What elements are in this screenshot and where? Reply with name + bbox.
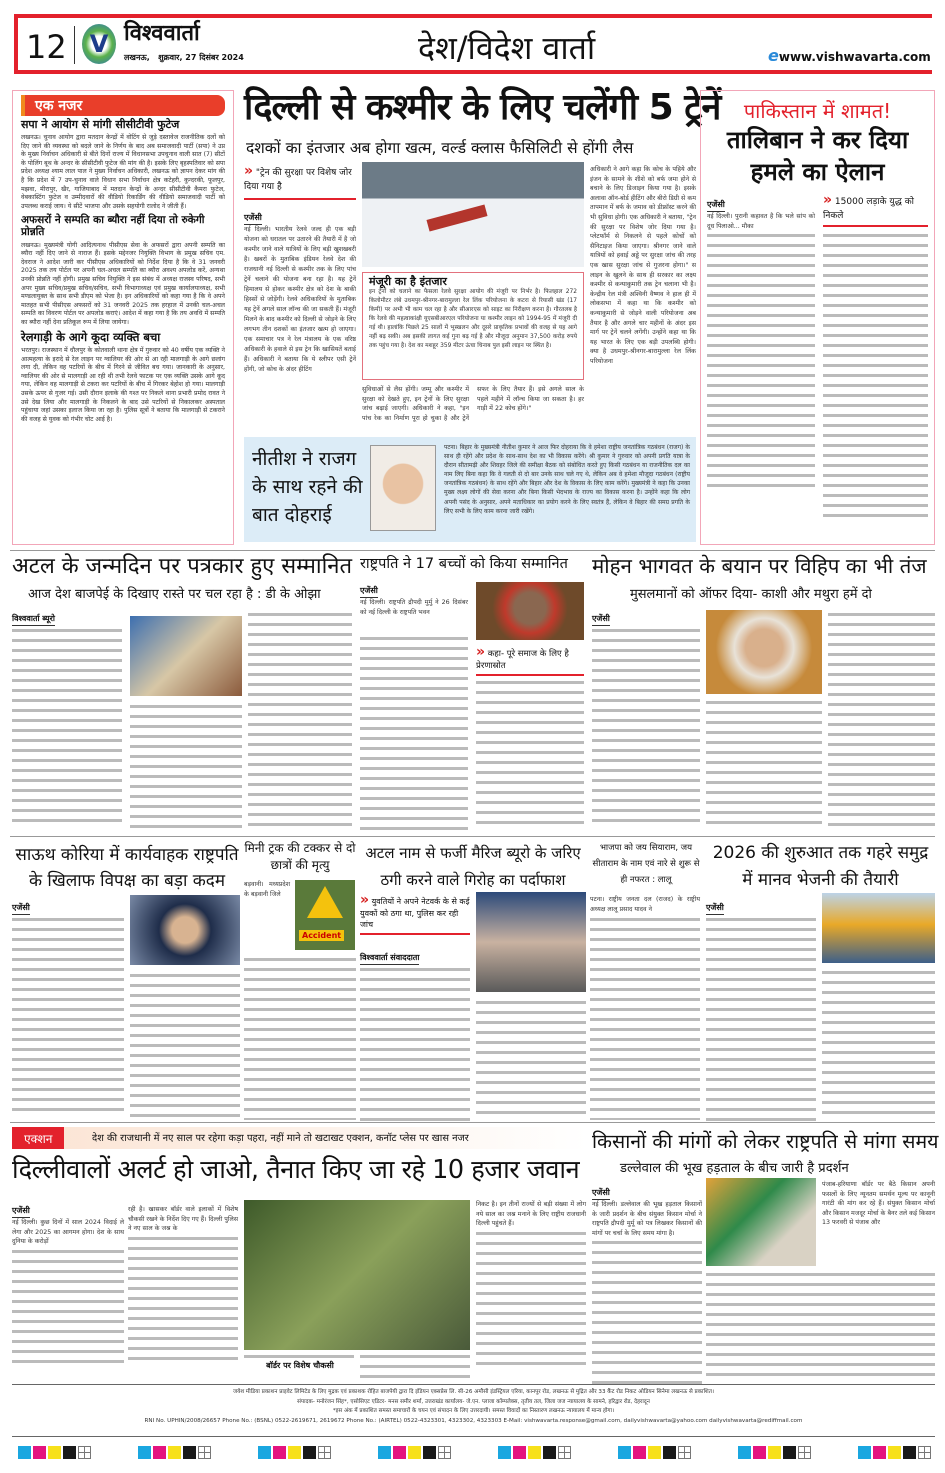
color-swatch xyxy=(543,1446,556,1459)
dateline: लखनऊ, शुक्रवार, 27 दिसंबर 2024 xyxy=(124,53,244,62)
bhagwat-photo xyxy=(706,610,822,694)
accident-sign-photo xyxy=(295,880,355,950)
pakistan-pull-quote xyxy=(823,192,928,227)
delhi-kicker: देश की राजधानी में नए साल पर रहेगा कड़ा पहरा, नहीं माने तो खटाखट एक्शन, कनॉट प्लेस पर खास नजर xyxy=(92,1133,469,1144)
color-swatch xyxy=(258,1446,271,1459)
korea-story xyxy=(12,895,240,1120)
pakistan-kicker: पाकिस्तान में शामत! xyxy=(743,99,892,123)
body-text-lines xyxy=(130,702,242,828)
body-text-lines xyxy=(12,915,124,1117)
news-headline: अफसरों ने सम्पति का ब्यौरा नहीं दिया तो रुकेगी प्रोन्नति xyxy=(21,214,205,238)
bhagwat-story xyxy=(592,606,935,831)
delhi-col1 xyxy=(12,1198,124,1367)
agency-credit: एजेंसी xyxy=(706,902,724,915)
body-text-lines xyxy=(706,1270,935,1380)
box-headline: मंजूरी का है इंतजार xyxy=(369,275,447,288)
president-photo xyxy=(476,582,584,640)
registration-swatch-group xyxy=(18,1442,93,1461)
color-swatch xyxy=(393,1446,406,1459)
crosshair-icon xyxy=(318,1446,331,1459)
quote-chevron-icon: » xyxy=(360,892,370,908)
farmers-caption: पंजाब-हरियाणा बॉर्डर पर बैठे किसान अपनी फसलों के लिए न्यूनतम समर्थन मूल्य पर कानूनी गारंटी की मांग कर रहे हैं। संयुक्त किसान मोर्चा और किसान मजदूर मोर्चा के बैनर तले कई किसान 13 फरवरी से पंजाब और xyxy=(822,1181,935,1226)
color-swatch xyxy=(648,1446,661,1459)
color-swatch xyxy=(873,1446,886,1459)
header-divider xyxy=(74,26,75,64)
lalu-body: पटना। राष्ट्रीय जनता दल (राजद) के राष्ट्रीय अध्यक्ष लालू प्रसाद यादव ने xyxy=(590,896,700,913)
color-swatch xyxy=(858,1446,871,1459)
crosshair-icon xyxy=(918,1446,931,1459)
farmers-protest-photo xyxy=(706,1178,816,1266)
korea-photo xyxy=(130,895,240,965)
body-text-lines xyxy=(590,915,700,1120)
registration-swatch-group xyxy=(138,1442,213,1461)
imprint-line: *इस अंक में प्रकाशित समस्त समाचारों के चयन एवं संपादन के लिए उत्तरदायी। समस्त विवादों का निस्तारण लखनऊ न्यायालय में मान्य होगा। xyxy=(332,1408,615,1414)
imprint-contact: RNI No. UPHIN/2008/26657 Phone No.: (BSNL) 0522-2619671, 2619672 Phone No.: (AIRTEL) 0522-4323301, 4323302, 4323303 E-Mail: vishwavarta.response@gmail.com, dailyvishwavarta@yahoo.com dailyvishwavarta@rediffmail.com xyxy=(144,1417,803,1424)
delhi-col3 xyxy=(476,1200,586,1369)
farmers-subheadline: डल्लेवाल की भूख हड़ताल के बीच जारी है प्रदर्शन xyxy=(620,1161,849,1176)
color-swatch xyxy=(738,1446,751,1459)
atal-headline: अटल के जन्मदिन पर पत्रकार हुए सम्मानित xyxy=(12,554,353,579)
color-swatch xyxy=(513,1446,526,1459)
color-swatch xyxy=(138,1446,151,1459)
news-body: निकट है। इन तीनों राज्यों से बड़ी संख्या में लोग नये साल का जश्न मनाने के लिए राष्ट्रीय राजधानी दिल्ली पहुंचते हैं। xyxy=(476,1201,586,1227)
registration-swatch-group xyxy=(498,1442,573,1461)
news-body: नई दिल्ली। कुछ दिनों में साल 2024 विदाई ले लेगा और 2025 का आगमन होगा। देश के साथ दुनिया के करोड़ों xyxy=(12,1219,124,1245)
quote-chevron-icon: » xyxy=(823,192,833,208)
registration-swatch-group xyxy=(378,1442,453,1461)
pakistan-column xyxy=(700,90,935,545)
color-swatch xyxy=(753,1446,766,1459)
accident-sign-label: Accident xyxy=(299,930,344,941)
agency-credit: एजेंसी xyxy=(12,1205,30,1218)
president-story xyxy=(360,578,586,833)
registration-swatch-group xyxy=(618,1442,693,1461)
nitish-box xyxy=(244,437,696,542)
handcuffs-photo xyxy=(476,892,586,992)
lalu-headline: भाजपा को जय सियाराम, जय सीताराम के नाम एवं नारे से शुरू से ही नफरत : लालू xyxy=(592,843,700,885)
body-text-lines xyxy=(128,1234,238,1364)
agency-credit: विश्ववार्ता ब्यूरो xyxy=(12,613,55,626)
news-body: नई दिल्ली। भारतीय रेलवे जल्द ही एक बड़ी योजना को धरातल पर उतारने की तैयारी में है जो कश्मीर जाने वाले यात्रियों के लिए बड़ी खुशखबरी है। खबरों के मुताबिक इंडियन रेलवे देश की राजधानी नई दिल्ली से कश्मीर तक के लिए पांच ट्रेनें चलाने की योजना बना रहा है। यह ट्रेनें हिमालय से होकर कश्मीर क्षेत्र को देश के बाकी हिस्सों से जोड़ेंगी। रेलवे अधिकारियों के मुताबिक यह ट्रेनें अगले साल लॉन्च की जा सकती हैं। मंजूरी मिलने के बाद कश्मीर को दिल्ली से जोड़ने के लिए लगभग तीन दशकों का इंतजार खत्म हो जाएगा। एक समाचार पत्र ने रेल मंत्रालय के एक वरिष्ठ अधिकारी के हवाले से इस ट्रेन कि खासियतें बताई हैं। अधिकारी ने बताया कि ये स्लीपर एसी ट्रेनें होंगी, जो कोच के अंदर हीटिंग xyxy=(244,226,356,373)
lead-subheadline: दशकों का इंतजार अब होगा खत्म, वर्ल्ड क्लास फैसिलिटी से होंगी लैस xyxy=(246,139,634,157)
news-body: नई दिल्ली। राष्ट्रपति द्रौपदी मुर्मु ने 26 दिसंबर को नई दिल्ली के राष्ट्रपति भवन xyxy=(360,599,468,616)
color-swatch xyxy=(303,1446,316,1459)
ocean-headline: 2026 की शुरुआत तक गहरे समुद्र में मानव भेजनी की तैयारी xyxy=(712,843,929,890)
color-swatch xyxy=(768,1446,781,1459)
pull-quote-text: 15000 लड़ाके युद्ध को निकले xyxy=(823,197,914,221)
body-text-lines xyxy=(822,968,935,1120)
agency-credit: एजेंसी xyxy=(360,585,378,598)
browser-e-icon: e xyxy=(768,46,779,65)
body-text-lines xyxy=(592,1238,702,1388)
color-swatch xyxy=(48,1446,61,1459)
row-divider xyxy=(10,550,935,551)
website-url: www.vishwavarta.com xyxy=(778,50,931,64)
bhagwat-headline: मोहन भागवत के बयान पर विहिप का भी तंज xyxy=(592,554,927,578)
body-text-lines xyxy=(828,610,935,828)
agency-credit: एजेंसी xyxy=(12,902,30,915)
farmers-col1 xyxy=(592,1180,702,1388)
body-text-lines xyxy=(706,915,816,1125)
page-number: 12 xyxy=(26,28,67,66)
footer-rule xyxy=(12,1384,935,1385)
registration-swatch-group xyxy=(258,1442,333,1461)
masthead xyxy=(14,14,932,74)
manjuri-box xyxy=(362,272,584,380)
ek-nazar-column xyxy=(12,90,234,545)
color-swatch xyxy=(33,1446,46,1459)
pull-quote-text: कहा- पूरे समाज के लिए है प्रेरणास्रोत xyxy=(476,649,569,671)
lead-pull-quote xyxy=(244,163,356,200)
news-body: लखनऊ। चुनाव आयोग द्वारा मतदान केन्द्रों में वोटिंग से जुड़े दस्तावेज राजनीतिक दलों को दिए जाने की व्यवस्था को बदले जाने के निर्णय के बाद अब समाजवादी पार्टी (सपा) ने उप्र के मुख्य निर्वाचन अधिकारी से बीते दिनों राज्य में विधानसभा उपचुनाव वाली सात (7) सीटों के पोलिंग बूथ के अन्दर के सीसीटीवी फुटेज की मांग की है। इसके लिए बृहस्पतिवार को सपा प्रदेश अध्यक्ष श्याम लाल पाल ने मुख्य निर्वाचन अधिकारी, लखनऊ को ज्ञापन देकर मांग की है कि प्रदेश में 7 उप-चुनाव वाले विधान सभा निर्वाचन क्षेत्र कटेहरी, कुन्दरकी, फूलपुर, मझवा, मीरापुर, खैर, गाजियाबाद में मतदान केन्द्रों के अन्दर सीसीटीवी कैमरा फुटेज, वेबकास्टिंग फुटेज व उम्मीदवारों की वीडियो रिकार्डिंग की वीडियो समाजवादी पार्टी को उपलब्ध कराई जाय। ये सीटें भाजपा और उसके सहयोगी रालोद ने जीती हैं। xyxy=(21,134,225,210)
news-body: भरतपुर। राजस्थान में धौलपुर के कोतवाली थाना क्षेत्र में गुरुवार को 40 वर्षीय एक व्यक्ति ने आत्महत्या के इरादे से रेल लाइन पर ग्वालियर की ओर से आ रही मालगाड़ी के आगे छलांग लगा दी, लेकिन वह पटरियों के बीच में गिरने से जीवित बच गया। जानकारी के अनुसार, ग्वालियर की ओर से मालगाड़ी आ रही थी तभी रेलवे फाटक पर एक व्यक्ति उसके आगे कूद गया, लेकिन वह मालगाड़ी से टकरा कर पटरियों के बीच में गिरकर बेहोश हो गया। मालगाड़ी उसके ऊपर से गुजर गई। उसी दौरान इलाके की गश्त पर निकले थाना प्रभारी प्रमोद रावत ने उसे देख लिया और मालगाड़ी के निकलने के बाद उसे पटरियों से निकालकर अस्पताल पहुंचाया जहां उसका इलाज किया जा रहा है। पुलिस सूत्रों ने बताया कि मालगाड़ी से टकराने की वजह से युवक को गंभीर चोट आई है। xyxy=(21,347,225,423)
website-link[interactable] xyxy=(768,46,931,65)
president-pull-quote xyxy=(476,644,584,676)
color-swatch xyxy=(888,1446,901,1459)
color-swatch xyxy=(783,1446,796,1459)
body-text-lines xyxy=(592,626,700,828)
color-swatch xyxy=(903,1446,916,1459)
body-text-lines xyxy=(248,610,352,828)
color-swatch xyxy=(498,1446,511,1459)
agency-credit: विश्ववार्ता संवाददाता xyxy=(360,952,419,965)
farmers-headline: किसानों की मांगों को लेकर राष्ट्रपति से मांगा समय xyxy=(592,1130,939,1153)
nitish-photo xyxy=(370,445,436,531)
crosshair-icon xyxy=(198,1446,211,1459)
color-swatch xyxy=(618,1446,631,1459)
pakistan-headline: तालिबान ने कर दिया हमले का ऐलान xyxy=(726,126,909,186)
brand-name: विश्ववार्ता xyxy=(124,21,200,46)
delhi-headline: दिल्लीवालों अलर्ट हो जाओ, तैनात किए जा रहे 10 हजार जवान xyxy=(12,1155,580,1185)
news-body: नई दिल्ली। डल्लेवाल की भूख हड़ताल किसानों के जारी प्रदर्शन के बीच संयुक्त किसान मोर्चा ने राष्ट्रपति द्रौपदी मुर्मू को पत्र लिखकर किसानों की मांगों पर चर्चा के लिए समय मांगा है। xyxy=(592,1201,702,1237)
marriage-headline: अटल नाम से फर्जी मैरिज ब्यूरो के जरिए ठगी करने वाले गिरोह का पर्दाफाश xyxy=(365,844,581,889)
color-swatch xyxy=(18,1446,31,1459)
color-swatch xyxy=(378,1446,391,1459)
body-text-lines xyxy=(476,1229,586,1369)
truck-headline: मिनी ट्रक की टक्कर से दो छात्रों की मृत्यु xyxy=(244,841,356,872)
bhagwat-subheadline: मुसलमानों को ऑफर दिया- काशी और मथुरा हमें दो xyxy=(630,587,872,602)
crosshair-icon xyxy=(438,1446,451,1459)
news-body: लखनऊ। मुख्यमंत्री योगी आदित्यनाथ पीसीएस सेवा के अफसरों द्वारा अपनी सम्पति का ब्यौरा नहीं दिए जाने से नाराज हैं। इसके मद्देनजर नियुक्ति विभाग के प्रमुख सचिव एम. देवराज ने आदेश जारी कर पीसीएस अधिकारियों को निर्देश दिया है कि वे 31 जनवरी 2025 तक तय पोर्टल पर अपनी चल-अचल सम्पति का ब्यौरा अवश्य अपलोड करें, अन्यथा उनकी प्रोन्नति नहीं होगी। प्रमुख सचिव नियुक्ति ने इस संबंध में अध्यक्ष राजस्व परिषद, सभी अपर मुख्य सचिव/प्रमुख सचिव/सचिव, सभी विभागाध्यक्ष एवं प्रमुख कार्यालयाध्यक्ष, सभी मण्डलायुक्त के साथ सभी डीएम को भेजा है। इन अधिकारियों को कहा गया है कि वे अपने मातहत सभी पीसीएस अफसरों को 31 जनवरी 2025 तक हरहाल में उनकी चल-अचल सम्पति का विवरण पोर्टल पर अपलोड कराएं। आदेश में कहा गया है कि तय अवधि में सम्पति का ब्यौरा नहीं देना प्रतिकूल रूप में लिया जायेगा। xyxy=(21,241,225,326)
body-text-lines xyxy=(823,231,928,521)
body-text-lines xyxy=(244,1352,354,1360)
color-swatch xyxy=(273,1446,286,1459)
crosshair-icon xyxy=(558,1446,571,1459)
submersible-photo xyxy=(822,893,935,963)
ek-nazar-badge: एक नजर xyxy=(21,95,225,116)
ocean-col1 xyxy=(706,895,816,1125)
atal-subheadline: आज देश बाजपेई के दिखाए रास्ते पर चल रहा है : डी के ओझा xyxy=(28,587,321,602)
color-swatch xyxy=(663,1446,676,1459)
color-swatch xyxy=(153,1446,166,1459)
korea-headline: साऊथ कोरिया में कार्यवाहक राष्ट्रपति के खिलाफ विपक्ष का बड़ा कदम xyxy=(15,845,239,891)
color-swatch xyxy=(528,1446,541,1459)
body-text-lines xyxy=(706,698,822,828)
soldiers-photo xyxy=(244,1200,470,1350)
body-text-lines xyxy=(12,1247,124,1367)
body-text-lines xyxy=(244,955,356,1120)
footer-rule xyxy=(12,1436,935,1437)
agency-credit: एजेंसी xyxy=(592,613,610,626)
agency-credit: एजेंसी xyxy=(244,212,262,225)
quote-chevron-icon: » xyxy=(476,644,486,660)
body-text-lines xyxy=(707,231,815,491)
quote-chevron-icon: » xyxy=(244,163,254,179)
lead-col-right: अधिकारी ने आगे कहा कि कोच के पहिये और इंजन के सामने के शीशे को बर्फ जमा होने से बचाने के लिए डिजाइन किया गया है। इसके अलावा ऑन-बोर्ड हीटिंग और बीरो डिग्री से कम तापमान में बर्फ के जमाव को डीफ्रॉस्ट करने की भी सुविधा होगी। एक अधिकारी ने बताया, "ट्रेन की सुरक्षा पर विशेष जोर दिया गया है। प्लेटफॉर्म से निकलने से पहले कोचों को सैनिटाइज किया जाएगा। श्रीनगर जाने वाले यात्रियों को हवाई अड्डे पर सुरक्षा जांच की तरह एक खास सुरक्षा जांच से गुजरना होगा।" स लाइन के खुलने के साथ ही सरकार का लक्ष्य कश्मीर से कन्याकुमारी तक ट्रेन चलाना भी है। केन्द्रीय रेल मंत्री अश्विनी वैष्णव ने हाल ही में लोकसभा में कहा था कि कश्मीर को कन्याकुमारी से जोड़ने वाली परियोजना अब तैयार है और अगले चार महीनों के अंदर इस मार्ग पर ट्रेनें चलने लगेंगी। उन्होंने कहा था कि यह भारत के लिए एक बड़ी उपलब्धि होगी। क्या है उधमपुर-श्रीनगर-बारामुल्ला रेल लिंक परियोजना xyxy=(590,166,696,365)
news-headline: सपा ने आयोग से मांगी सीसीटीवी फुटेज xyxy=(21,118,180,131)
marriage-col1 xyxy=(360,945,470,1125)
atal-ceremony-photo xyxy=(130,616,242,696)
kashmir-train-photo xyxy=(362,162,584,267)
color-swatch xyxy=(63,1446,76,1459)
news-headline: रेलगाड़ी के आगे कूदा व्यक्ति बचा xyxy=(21,330,161,345)
color-swatch xyxy=(288,1446,301,1459)
color-swatch xyxy=(633,1446,646,1459)
delhi-kicker-bar xyxy=(12,1127,587,1149)
body-text-lines xyxy=(476,678,584,831)
color-registration-marks xyxy=(18,1442,933,1461)
nitish-headline: नीतीश ने राजग के साथ रहने की बात दोहराई xyxy=(252,448,363,526)
body-text-lines xyxy=(360,634,468,831)
agency-credit: एजेंसी xyxy=(707,199,725,212)
lead-col-mid: सुविधाओं से लैस होंगी। जम्मू और कश्मीर में सुरक्षा को देखते हुए, इन ट्रेनों के लिए सुरक्षा जांच बढ़ाई जाएगी। अधिकारी ने कहा, "इन पांच रेक का निर्माण पूरा हो चुका है और ट्रेनें सफर के लिए तैयार हैं। इसे अगले साल के पहले महीने में लॉन्च किया जा सकता है। हर गाड़ी में 22 कोच होंगे।" xyxy=(362,386,584,422)
delhi-subhead: बॉर्डर पर विशेष चौकसी xyxy=(266,1361,334,1370)
body-text-lines xyxy=(360,965,470,1125)
color-swatch xyxy=(423,1446,436,1459)
color-swatch xyxy=(183,1446,196,1459)
body-text-lines xyxy=(12,626,122,828)
warning-triangle-icon xyxy=(307,886,343,918)
pull-quote-text: "ट्रेन की सुरक्षा पर विशेष जोर दिया गया है xyxy=(244,168,352,192)
atal-story xyxy=(12,606,352,831)
president-headline: राष्ट्रपति ने 17 बच्चों को किया सम्मानित xyxy=(360,556,568,572)
body-text-lines xyxy=(476,998,586,1120)
imprint xyxy=(12,1388,935,1426)
delhi-col2 xyxy=(128,1205,238,1364)
agency-credit: एजेंसी xyxy=(592,1187,610,1200)
marriage-pull-quote xyxy=(360,892,470,935)
box-body: इन ट्रेनों को चलाने का फैसला रेलवे सुरक्षा आयोग की मंजूरी पर निर्भर है। फिलहाल 272 किलोमीटर लंबे उधमपुर-श्रीनगर-बारामुल्ला रेल लिंक परियोजना के कटरा से रियासी खंड (17 किमी) पर अभी भी काम चल रहा है और सीआरएस को साइट का निरीक्षण करना है। गौरतलब है कि रेलवे की महत्वाकांक्षी यूएसबीआरएल परियोजना या कश्मीर लाइन को 1994-95 में मंजूरी दी गई थी। हालांकि पिछले 25 सालों में भूस्खलन और दूसरे प्राकृतिक प्रभावों की वजह से यह आगे नहीं बढ़ सकी। अब इसकी लागत कई गुना बढ़ गई है और मौजूदा अनुमान 37,500 करोड़ रुपये तक पहुंच गया है। देश का मशहूर 359 मीटर ऊंचा चिनाब पुल इसी लाइन पर स्थित है। xyxy=(369,289,577,350)
row-divider xyxy=(10,1122,935,1123)
lead-headline: दिल्ली से कश्मीर के लिए चलेंगी 5 ट्रेनें xyxy=(244,87,721,128)
truck-body: बड़वानी। मध्यप्रदेश के बड़वानी जिले xyxy=(244,881,290,898)
lead-col1 xyxy=(244,205,356,375)
news-body: नई दिल्ली। पुरानी कहावत है कि भले सांप को दूध पिलाओ... मौका xyxy=(707,213,815,230)
section-title: देश/विदेश वार्ता xyxy=(418,29,596,67)
brand-logo-icon: V xyxy=(82,24,116,64)
registration-swatch-group xyxy=(858,1442,933,1461)
registration-swatch-group xyxy=(738,1442,813,1461)
body-text-lines xyxy=(130,971,240,1117)
row-divider xyxy=(10,836,935,837)
crosshair-icon xyxy=(78,1446,91,1459)
news-body: रही है। खासकर बॉर्डर वाले इलाकों में विशेष चौकसी रखने के निर्देश दिए गए हैं। दिल्ली पुलिस ने नए साल के जश्न के xyxy=(128,1206,238,1232)
body-text-lines xyxy=(360,1352,470,1380)
crosshair-icon xyxy=(678,1446,691,1459)
pull-quote-text: युवतियों ने अपने नेटवर्क के से कई युवकों को ठगा था, पुलिस कर रही जांच xyxy=(360,897,470,929)
color-swatch xyxy=(168,1446,181,1459)
crosshair-icon xyxy=(798,1446,811,1459)
imprint-line: जयेश मीडिया प्रकाशन प्राइवेट लिमिटेड के लिए मुद्रक एवं प्रकाशक रोहित बाजपेयी द्वारा दि इंडियन एक्सप्रेस लि. सी-26 अमौसी इंडस्ट्रियल एरिया, कानपुर रोड, लखनऊ से मुद्रित और 33 कैंट रोड निकट ओडियन सिनेमा लखनऊ से प्रकाशित। xyxy=(232,1389,715,1395)
action-badge: एक्शन xyxy=(12,1127,64,1149)
train-shape xyxy=(426,204,487,231)
nitish-body: पटना। बिहार के मुख्यमंत्री नीतीश कुमार ने आज फिर दोहराया कि वे हमेशा राष्ट्रीय जनतांत्रिक गठबंधन (राजग) के साथ ही रहेंगे और प्रदेश के साथ-साथ देश का भी विकास करेंगे। श्री कुमार ने गुरुवार को अपनी प्रगति यात्रा के दौरान सीतामढ़ी और शिवहर जिले की समीक्षा बैठक को संबोधित करते हुए किसी गठबंधन या राजनीतिक दल का नाम लिए बिना कहा कि वे गलती से दो बार उनके साथ चले गए थे, लेकिन अब वे हमेशा मौजूदा गठबंधन (राष्ट्रीय जनतांत्रिक गठबंधन) के साथ रहेंगे और बिहार और देश के विकास के लिए काम करेंगे। मुख्यमंत्री ने कहा कि उनका मुख्य लक्ष्य लोगों की सेवा करना और बिना किसी भेदभाव के राज्य का विकास करना है। उन्होंने कहा कि लोग अपनी पसंद के अनुसार, अपने मताधिकार का प्रयोग करने के लिए स्वतंत्र हैं, लेकिन वे बिहार की समग्र प्रगति के लिए सभी के लिए काम करना जारी रखेंगे। xyxy=(444,444,690,515)
color-swatch xyxy=(408,1446,421,1459)
imprint-line: संपादक- मनोरंजन सिंह*, एसोसिएट एडिटर- मनस समीर शर्मा, उत्तराखंड कार्यालय- जे.एन. प्लाजा कॉम्पलेक्स, तृतीय तल, जिला जज न्यायालय के सामने, हरिद्वार रोड, देहरादून xyxy=(297,1398,650,1405)
